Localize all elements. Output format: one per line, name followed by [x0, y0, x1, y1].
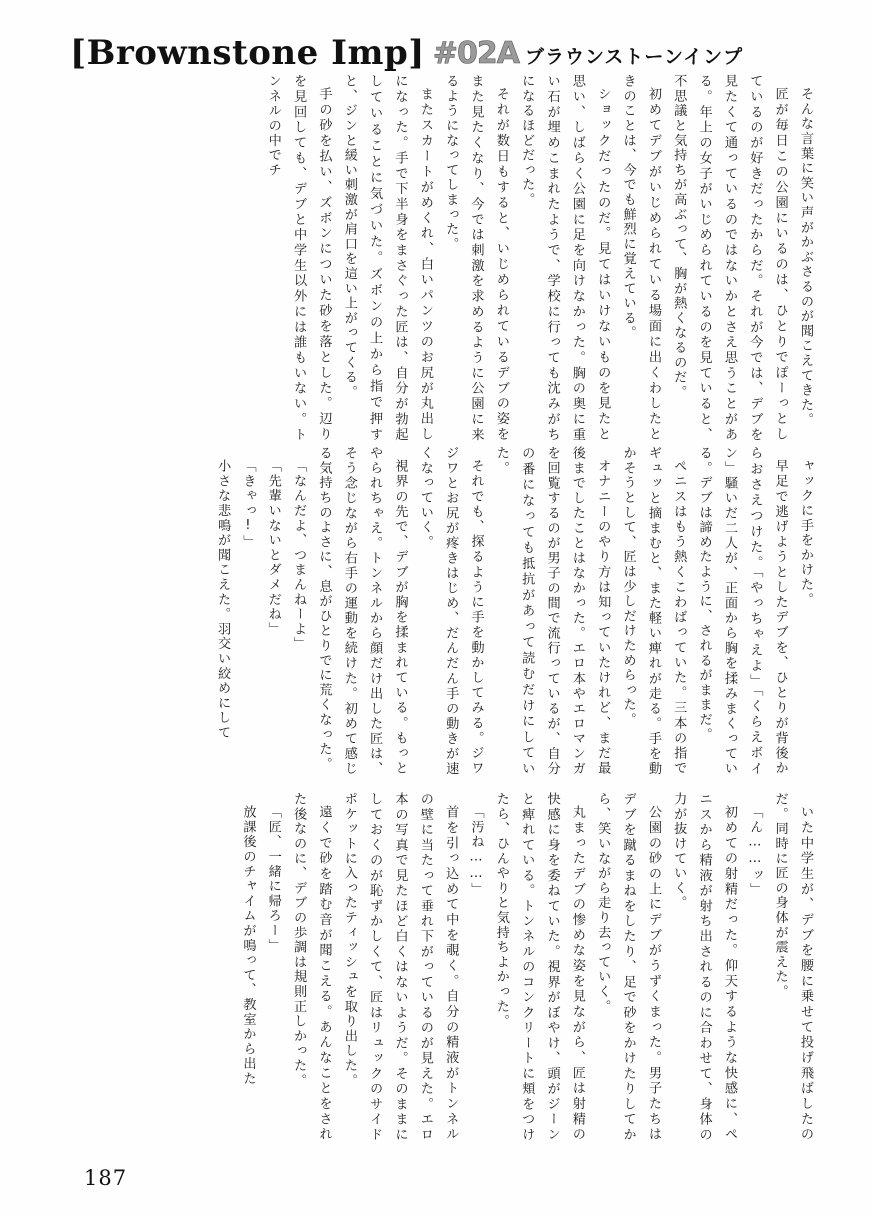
paragraph: 公園の砂の上にデブがうずくまった。男子たちはデブを蹴るまねをしたり、足で砂をかけたりしてから、笑いながら走り去っていく。 — [595, 792, 661, 1142]
paragraph: 匠が毎日この公園にいるのは、ひとりでぽーっとしているのが好きだったからだ。それが今では、デブを見たくて通っているのではないかとさえ思うことがある。年上の女子がいじめられているのを見ていると、不思議と気持ちが高ぶって、胸が熱くなるのだ。 — [671, 74, 788, 442]
page-number: 187 — [84, 1166, 128, 1190]
page-title-japanese: ブラウンストーンインプ — [524, 46, 744, 68]
page-title-number: #02A — [432, 36, 519, 71]
paragraph: 「匠、一緒に帰ろー」 — [265, 805, 281, 954]
paragraph: それが数日もすると、いじめられているデブの姿をまた見たくなり、今では刺激を求めるように公園に来るようになってしまった。 — [443, 74, 509, 442]
paragraph: 「ん……ッ」 — [747, 805, 763, 898]
text-block-middle — [74, 446, 818, 776]
paragraph: そんな言葉に笑い声がかぶさるのが聞こえてきた。 — [798, 87, 813, 428]
paragraph: 「汚ね……」 — [468, 805, 484, 898]
paragraph: 初めてデブがいじめられている場面に出くわしたときのことは、今でも鮮烈に覚えている。 — [620, 74, 661, 442]
paragraph: ャックに手をかけた。 — [798, 459, 813, 608]
paragraph: 早足で逃げようとしたデブを、ひとりが背後からおさえつけた。「やっちゃえよ」「くらえボイン」騒いだ二人が、正面から胸を揉みまくっている。デブは諦めたように、されるがままだ。 — [696, 446, 788, 776]
paragraph: ショックだったのだ。見てはいけないものを見たと思い、しばらく公園に足を向けなかった。胸の奥に重い石が埋めこまれたようで、学校に行っても沈みがちになるほどだった。 — [519, 74, 611, 442]
paragraph: 手の砂を払い、ズボンについた砂を落とした。辺りを見回しても、デブと中学生以外には誰もいない。トンネルの中でチ — [265, 74, 332, 442]
paragraph: 小さな悲鳴が聞こえた。羽交い絞めにして — [215, 459, 231, 741]
paragraph: 「きゃっ!」 — [240, 459, 256, 550]
paragraph: 丸まったデブの惨めな姿を見ながら、匠は射精の快感に身を委ねていた。視界がぼやけ、頭がジーンと痺れている。トンネルのコンクリートに頬をつけたら、ひんやりと気持ちよかった。 — [493, 792, 585, 1142]
paragraph: 首を引っ込めて中を覗く。自分の精液がトンネルの壁に当たって垂れ下がっているのが見えた。エロ本の写真で見たほど白くはないようだ。そのままにしておくのが恥ずかしくて、匠はリュックのサイドポケットに入ったティッシュを取り出した。 — [341, 792, 459, 1142]
paragraph: ペニスはもう熱くこわばっていた。三本の指でギュッと摘まむと、また軽い痺れが走る。手を動かそうとして、匠は少しだけためらった。 — [620, 446, 687, 776]
text-block-upper — [74, 74, 818, 442]
text-block-lower — [74, 792, 818, 1142]
paragraph: いた中学生が、デブを腰に乗せて投げ飛ばしたのだ。同時に匠の身体が震えた。 — [772, 792, 813, 1142]
paragraph: 放課後のチャイムが鳴って、教室から出た — [240, 805, 256, 1087]
page-title-english: [Brownstone Imp] — [70, 33, 425, 73]
paragraph: 遠くで砂を踏む音が聞こえる。あんなことをされた後なのに、デブの歩調は規則正しかった。 — [291, 792, 332, 1142]
story-body — [58, 74, 818, 1150]
paragraph: 視界の先で、デブが胸を揉まれている。もっとやられちゃえ。トンネルから顔だけ出した匠は、そう念じながら右手の運動を続けた。初めて感じる気持ちのよさに、息がひとりでに荒くなった。 — [316, 446, 408, 776]
paragraph: 「なんだよ、つまんねーよ」 — [291, 459, 307, 652]
paragraph: オナニーのやり方は知っていたけれど、まだ最後までしたことはなかった。エロ本やエロマンガを回覧するのが男子の間で流行っているが、自分の番になっても抵抗があって読むだけにしていた。 — [493, 446, 611, 776]
page-title-bar — [70, 18, 812, 73]
paragraph: またスカートがめくれ、白いパンツのお尻が丸出しになった。手で下半身をまさぐった匠は、自分が勃起していることに気づいた。ズボンの上から指で押すと、ジンと緩い刺激が肩口を這い上がってくる。 — [341, 74, 433, 442]
paragraph: 初めての射精だった。仰天するような快感に、ペニスから精液が射ち出されるのに合わせて、身体の力が抜けていく。 — [671, 792, 737, 1142]
paragraph: それでも、探るように手を動かしてみる。ジワジワとお尻が疼きはじめ、だんだん手の動きが速くなっていく。 — [417, 446, 484, 776]
paragraph: 「先輩いないとダメだね」 — [265, 459, 281, 637]
